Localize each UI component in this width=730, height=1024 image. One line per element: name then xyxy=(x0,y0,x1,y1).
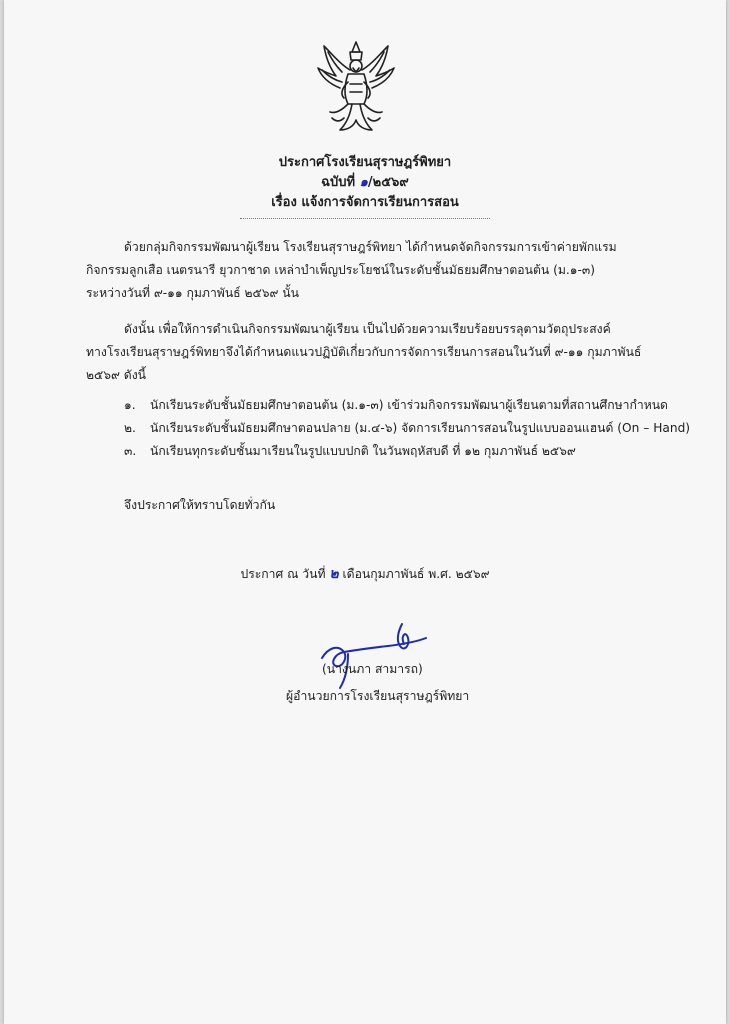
document-page xyxy=(4,0,726,1024)
list-text: นักเรียนทุกระดับชั้นมาเรียนในรูปแบบปกติ ในวันพฤหัสบดี ที่ ๑๒ กุมภาพันธ์ ๒๕๖๙ xyxy=(150,444,576,458)
signatory-name: (นางนภา สามารถ) xyxy=(322,662,423,676)
issue-number: ๑ xyxy=(359,175,368,190)
garuda-emblem-icon xyxy=(306,38,406,138)
announcement-title: ประกาศโรงเรียนสุราษฎร์พิทยา xyxy=(278,155,452,170)
paragraph-line: ดังนั้น เพื่อให้การดำเนินกิจกรรมพัฒนาผู้เรียน เป็นไปด้วยความเรียบร้อยบรรลุตามวัตถุประสงค์ xyxy=(124,322,611,336)
header-divider xyxy=(240,218,490,219)
list-text: นักเรียนระดับชั้นมัธยมศึกษาตอนต้น (ม.๑-๓) เข้าร่วมกิจกรรมพัฒนาผู้เรียนตามที่สถานศึกษากำหนด xyxy=(150,398,668,412)
announcement-date xyxy=(4,563,726,585)
issue-prefix: ฉบับที่ xyxy=(321,175,356,190)
closing-statement: จึงประกาศให้ทราบโดยทั่วกัน xyxy=(124,498,276,512)
date-day: ๒ xyxy=(329,566,339,582)
issue-number-line xyxy=(4,171,726,192)
list-item xyxy=(124,440,684,463)
paragraph-line: ระหว่างวันที่ ๙-๑๑ กุมภาพันธ์ ๒๕๖๙ นั้น xyxy=(86,286,299,300)
list-item xyxy=(124,417,691,440)
list-number: ๒. xyxy=(124,421,136,435)
paragraph-line: ทางโรงเรียนสุราษฎร์พิทยาจึงได้กำหนดแนวปฏิบัติเกี่ยวกับการจัดการเรียนการสอนในวันที่ ๙-๑๑ กุมภาพันธ์ xyxy=(86,345,642,359)
guideline-list xyxy=(124,394,691,463)
list-number: ๓. xyxy=(124,444,137,458)
paragraph-line: ด้วยกลุ่มกิจกรรมพัฒนาผู้เรียน โรงเรียนสุราษฎร์พิทยา ได้กำหนดจัดกิจกรรมการเข้าค่ายพักแรม xyxy=(124,240,617,254)
paragraph-line: ๒๕๖๙ ดังนี้ xyxy=(86,368,146,382)
handwritten-signature xyxy=(304,618,434,692)
body-paragraph-2 xyxy=(86,318,656,387)
date-prefix: ประกาศ ณ วันที่ xyxy=(240,567,326,581)
signatory-position: ผู้อำนวยการโรงเรียนสุราษฎร์พิทยา xyxy=(286,689,470,703)
subject-line: เรื่อง แจ้งการจัดการเรียนการสอน xyxy=(271,195,459,210)
list-text: นักเรียนระดับชั้นมัธยมศึกษาตอนปลาย (ม.๔-๖) จัดการเรียนการสอนในรูปแบบออนแฮนด์ (On – Hand) xyxy=(150,421,691,435)
list-number: ๑. xyxy=(124,398,136,412)
body-paragraph-1 xyxy=(86,236,656,305)
list-item xyxy=(124,394,684,417)
issue-suffix: /๒๕๖๙ xyxy=(367,175,409,190)
date-rest: เดือนกุมภาพันธ์ พ.ศ. ๒๕๖๙ xyxy=(342,567,490,581)
paragraph-line: กิจกรรมลูกเสือ เนตรนารี ยุวกาชาด เหล่าบำเพ็ญประโยชน์ในระดับชั้นมัธยมศึกษาตอนต้น (ม.๑-๓) xyxy=(86,263,595,277)
